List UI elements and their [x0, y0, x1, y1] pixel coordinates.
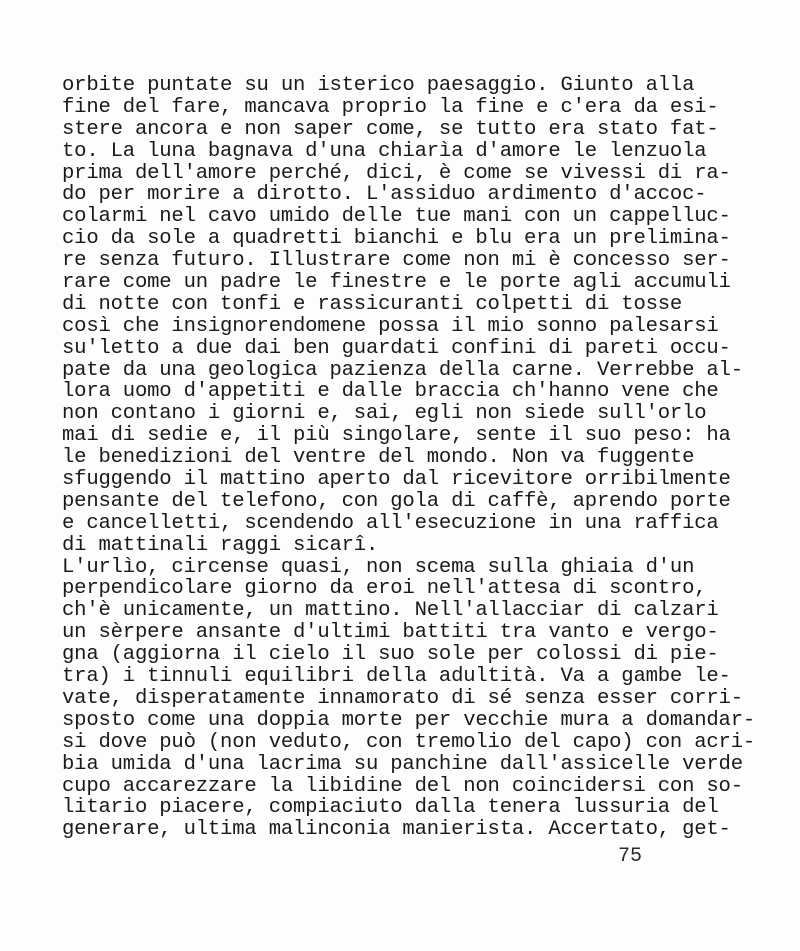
text-line: perpendicolare giorno da eroi nell'attesa di scontro, [62, 577, 707, 601]
text-line: rare come un padre le finestre e le porte agli accumuli [62, 271, 731, 295]
text-line: cupo accarezzare la libidine del non coincidersi con so- [62, 774, 743, 798]
text-line: do per morire a dirotto. L'assiduo ardimento d'accoc- [62, 183, 707, 207]
text-line: mai di sedie e, il più singolare, sente il suo peso: ha [62, 424, 731, 448]
text-line: L'urlìo, circense quasi, non scema sulla ghiaia d'un [62, 555, 695, 579]
text-line: di notte con tonfi e rassicuranti colpetti di tosse [62, 292, 683, 316]
text-line: le benedizioni del ventre del mondo. Non va fuggente [62, 446, 695, 470]
text-line: così che insignorendomene possa il mio sonno palesarsi [62, 314, 719, 338]
text-line: gna (aggiorna il cielo il suo sole per colossi di pie- [62, 643, 719, 667]
text-line: pate da una geologica pazienza della carne. Verrebbe al- [62, 358, 743, 382]
text-line: tra) i tinnuli equilibri della adultità. Va a gambe le- [62, 665, 731, 689]
page-number: 75 [618, 845, 643, 868]
text-line: pensante del telefono, con gola di caffè, aprendo porte [62, 489, 731, 513]
text-line: su'letto a due dai ben guardati confini di pareti occu- [62, 336, 731, 360]
text-line: e cancelletti, scendendo all'esecuzione in una raffica [62, 511, 719, 535]
text-line: non contano i giorni e, sai, egli non siede sull'orlo [62, 402, 707, 426]
text-line: bia umida d'una lacrima su panchine dall'assicelle verde [62, 752, 743, 776]
text-line: un sèrpere ansante d'ultimi battiti tra vanto e vergo- [62, 621, 719, 645]
text-line: generare, ultima malinconia manierista. Accertato, get- [62, 818, 731, 842]
text-line: colarmi nel cavo umido delle tue mani con un cappelluc- [62, 205, 731, 229]
text-line: sfuggendo il mattino aperto dal ricevitore orribilmente [62, 468, 731, 492]
text-line: litario piacere, compiaciuto dalla tenera lussuria del [62, 796, 719, 820]
body-text [62, 74, 756, 842]
text-line: orbite puntate su un isterico paesaggio. Giunto alla [62, 74, 695, 97]
text-line: cio da sole a quadretti bianchi e blu era un prelimina- [62, 227, 731, 251]
text-line: di mattinali raggi sicarî. [62, 533, 379, 557]
text-line: to. La luna bagnava d'una chiarìa d'amore le lenzuola [62, 139, 707, 163]
text-line: ch'è unicamente, un mattino. Nell'allacciar di calzari [62, 599, 719, 623]
text-line: sposto come una doppia morte per vecchie mura a domandar- [62, 708, 756, 732]
text-line: vate, disperatamente innamorato di sé senza esser corri- [62, 686, 743, 710]
text-line: prima dell'amore perché, dici, è come se vivessi di ra- [62, 161, 731, 185]
text-line: re senza futuro. Illustrare come non mi è concesso ser- [62, 249, 731, 273]
text-line: fine del fare, mancava proprio la fine e c'era da esi- [62, 95, 719, 119]
text-line: lora uomo d'appetiti e dalle braccia ch'hanno vene che [62, 380, 719, 404]
text-line: si dove può (non veduto, con tremolio del capo) con acri- [62, 730, 756, 754]
text-line: stere ancora e non saper come, se tutto era stato fat- [62, 117, 719, 141]
